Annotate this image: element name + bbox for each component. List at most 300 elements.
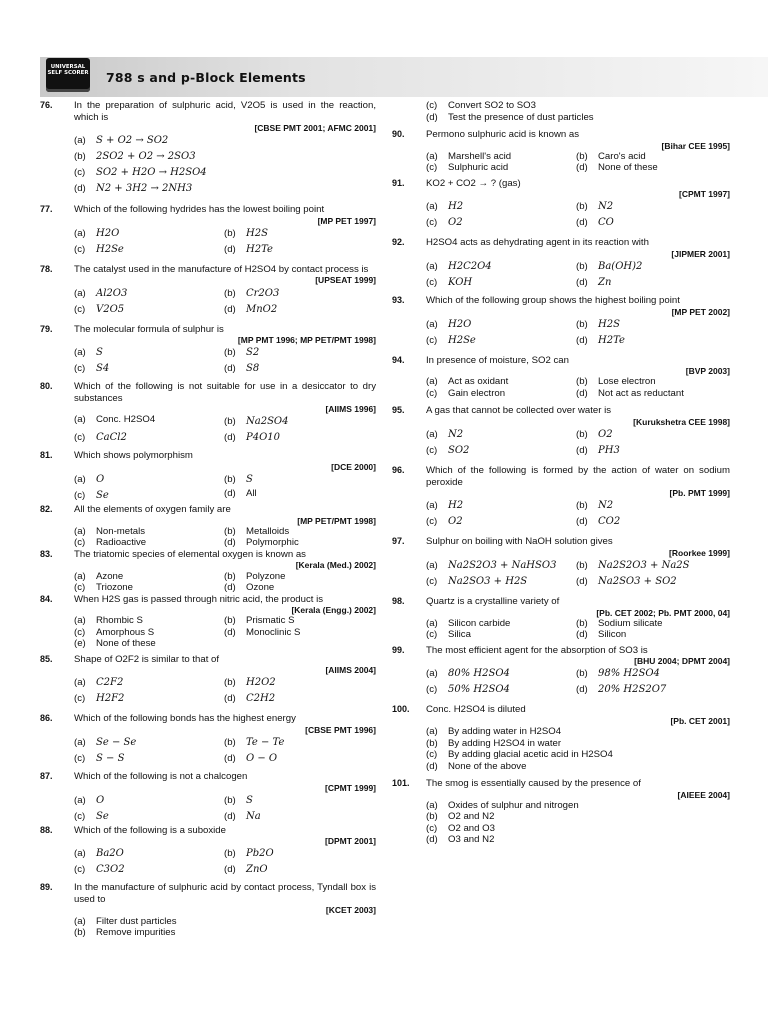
question-number: 85. [40, 653, 53, 664]
option-label: (d) [224, 864, 236, 876]
options-list [426, 199, 730, 231]
option [426, 100, 730, 112]
option-label: (a) [426, 376, 438, 388]
option [224, 361, 376, 377]
option [576, 427, 730, 443]
question-text: The catalyst used in the manufacture of H2SO4 by contact process is [74, 263, 369, 275]
exam-source: [Pb. CET 2002; Pb. PMT 2000, 04] [596, 607, 730, 618]
question-number: 99. [392, 644, 405, 655]
option-text: None of these [96, 638, 156, 650]
option [576, 498, 730, 514]
option-label: (b) [74, 151, 86, 163]
option [224, 302, 376, 318]
option-text: Filter dust particles [96, 915, 177, 927]
option-label: (c) [74, 432, 86, 444]
option [74, 846, 224, 862]
option-text: Sulphuric acid [448, 162, 509, 174]
option-label: (d) [224, 626, 236, 638]
option [74, 165, 376, 181]
option [224, 627, 376, 639]
options-list [74, 226, 376, 258]
option-text: V2O5 [96, 303, 125, 315]
option-text: P4O10 [246, 432, 281, 444]
question-block [392, 596, 730, 641]
question-number: 89. [40, 882, 53, 893]
option-text: C3O2 [96, 864, 125, 876]
question-text: Sulphur on boiling with NaOH solution gives [426, 536, 613, 548]
option [224, 414, 376, 430]
question-block [392, 645, 730, 699]
option [426, 112, 730, 124]
option [426, 215, 576, 231]
option-label: (d) [224, 537, 236, 549]
option [74, 226, 224, 242]
option-text: O2 [448, 516, 463, 528]
option [576, 333, 730, 349]
option [426, 443, 576, 459]
option-text: O − O [246, 753, 278, 765]
option [74, 916, 376, 928]
option [74, 638, 224, 650]
option-label: (b) [576, 318, 588, 330]
question-text: Permono sulphuric acid is known as [426, 129, 580, 140]
question-number: 86. [40, 713, 53, 724]
question-number: 83. [40, 548, 53, 559]
question-text: In presence of moisture, SO2 can [426, 354, 569, 366]
exam-source: [Pb. CET 2001] [670, 715, 730, 726]
options-list [74, 735, 376, 767]
question-number: 96. [392, 465, 405, 476]
option-label: (d) [576, 445, 588, 457]
option-text: Polyzone [246, 570, 286, 582]
question-block [392, 778, 730, 846]
option [426, 162, 576, 174]
option-label: (d) [576, 684, 588, 696]
option-text: 50% H2SO4 [448, 684, 510, 696]
option-label: (d) [576, 277, 588, 289]
option-text: C2F2 [96, 677, 124, 689]
option-text: Zn [598, 277, 612, 289]
option [74, 526, 224, 538]
option-text: C2H2 [246, 693, 276, 705]
question-text: All the elements of oxygen family are [74, 504, 231, 516]
option [426, 427, 576, 443]
option-label: (a) [74, 615, 86, 627]
option [74, 133, 376, 149]
option-text: Ba(OH)2 [598, 261, 643, 273]
question-block [392, 405, 730, 459]
option [576, 162, 730, 174]
option [74, 862, 224, 878]
option-text: H2Se [96, 243, 124, 255]
option-label: (c) [74, 537, 86, 549]
option-text: PH3 [598, 445, 620, 457]
option-label: (d) [576, 217, 588, 229]
page-header [40, 57, 768, 97]
question-block [392, 536, 730, 590]
option-text: By adding water in H2SO4 [448, 726, 562, 738]
question-text: Which of the following bonds has the highest energy [74, 713, 296, 725]
option-text: Na2S2O3 + NaHSO3 [448, 560, 557, 571]
option [74, 675, 224, 691]
exam-source: [AIIMS 2004] [325, 665, 376, 676]
option-label: (a) [426, 261, 438, 273]
option-text: H2 [448, 201, 464, 213]
option-text: Oxides of sulphur and nitrogen [448, 799, 579, 811]
option-text: 2SO2 + O2 → 2SO3 [96, 151, 196, 163]
option [224, 582, 376, 594]
exam-source: [CPMT 1999] [324, 782, 376, 793]
question-block [40, 381, 376, 446]
option-label: (a) [74, 794, 86, 806]
option-label: (a) [74, 135, 86, 147]
option-label: (a) [426, 500, 438, 512]
question-text: Which of the following is not suitable for use in a desiccator to dry substances [74, 381, 376, 404]
question-text: A gas that cannot be collected over water is [426, 405, 612, 417]
option-label: (d) [576, 334, 588, 346]
option [74, 582, 224, 594]
option [74, 181, 376, 197]
option [74, 488, 224, 504]
option [224, 472, 376, 488]
question-block [40, 713, 376, 767]
options-list [74, 916, 376, 939]
option [224, 286, 376, 302]
option-text: Na [246, 810, 261, 822]
option-label: (c) [74, 864, 86, 876]
question-number: 93. [392, 295, 405, 306]
question-number: 81. [40, 450, 53, 461]
exam-source: [Kurukshetra CEE 1998] [633, 416, 730, 427]
option-text: Conc. H2SO4 [96, 414, 156, 426]
option [224, 345, 376, 361]
option-label: (a) [74, 347, 86, 359]
option [74, 345, 224, 361]
option-text: Cr2O3 [246, 287, 280, 299]
option [426, 749, 730, 761]
option [224, 430, 376, 446]
question-number: 84. [40, 593, 53, 604]
option [224, 242, 376, 258]
option-text: O2 and O3 [448, 822, 495, 834]
option [74, 361, 224, 377]
option [576, 259, 730, 275]
question-text: When H2S gas is passed through nitric acid, the product is [74, 593, 324, 605]
option [426, 317, 576, 333]
option-text: MnO2 [246, 303, 278, 315]
option [224, 615, 376, 627]
option-text: N2 [448, 429, 464, 441]
option [74, 735, 224, 751]
option-label: (c) [74, 167, 86, 179]
question-number: 82. [40, 504, 53, 515]
question-number: 88. [40, 824, 53, 835]
question-block [392, 178, 730, 232]
option-label: (c) [74, 753, 86, 765]
option-text: Silicon carbide [448, 617, 511, 629]
option [224, 526, 376, 538]
option [576, 376, 730, 388]
option [426, 726, 730, 738]
exam-source: [KCET 2003] [325, 905, 376, 916]
question-block [392, 100, 730, 123]
option-label: (c) [74, 810, 86, 822]
option-text: None of the above [448, 760, 527, 772]
option-text: N2 [598, 500, 614, 512]
options-list [426, 618, 730, 641]
option-label: (b) [576, 150, 588, 162]
exam-source: [MP PET 1997] [317, 215, 376, 226]
question-number: 90. [392, 129, 405, 139]
option-label: (a) [426, 560, 438, 571]
option-text: H2 [448, 500, 464, 512]
question-text: Which of the following group shows the highest boiling point [426, 295, 680, 307]
option-label: (d) [74, 183, 86, 195]
option-label: (a) [426, 726, 438, 738]
option [74, 149, 376, 165]
option-text: S4 [96, 363, 110, 375]
question-block [40, 204, 376, 258]
option [224, 675, 376, 691]
question-number: 76. [40, 100, 53, 110]
option [224, 846, 376, 862]
option-label: (c) [426, 387, 438, 399]
option-label: (c) [74, 363, 86, 375]
option-label: (e) [74, 638, 86, 650]
option-label: (d) [224, 432, 236, 444]
option-text: Se [96, 810, 109, 822]
exam-source: [CBSE PMT 2001; AFMC 2001] [254, 123, 376, 133]
option-label: (d) [576, 387, 588, 399]
option-label: (a) [74, 227, 86, 239]
option [74, 286, 224, 302]
option-text: 20% H2S2O7 [598, 684, 667, 696]
option-text: S + O2 → SO2 [96, 135, 169, 147]
option [224, 751, 376, 767]
question-block [40, 324, 376, 378]
option-label: (c) [426, 217, 438, 229]
option-label: (c) [74, 303, 86, 315]
option-text: None of these [598, 162, 658, 174]
option [576, 574, 730, 590]
option-label: (d) [224, 693, 236, 705]
right-column [392, 100, 730, 846]
exam-source: [CBSE PMT 1996] [305, 724, 376, 735]
option-label: (b) [576, 500, 588, 512]
option-text: Polymorphic [246, 537, 299, 549]
question-block [40, 825, 376, 879]
option-text: All [246, 488, 257, 500]
option-label: (b) [74, 927, 86, 939]
options-list [426, 726, 730, 772]
option-text: Azone [96, 570, 124, 582]
option-text: 80% H2SO4 [448, 668, 510, 680]
question-block [392, 465, 730, 530]
question-block [40, 450, 376, 504]
option-text: O2 and N2 [448, 811, 495, 823]
option [426, 834, 730, 846]
option-text: Act as oxidant [448, 376, 509, 388]
option-text: Na2S2O3 + Na2S [598, 560, 690, 571]
option-text: Metalloids [246, 525, 290, 537]
option-label: (c) [426, 684, 438, 696]
option-text: Remove impurities [96, 927, 176, 939]
option [576, 558, 730, 574]
question-number: 80. [40, 381, 53, 392]
option [74, 615, 224, 627]
options-list [74, 286, 376, 318]
options-list [74, 345, 376, 377]
question-block [40, 882, 376, 938]
option [74, 430, 224, 446]
option-label: (d) [224, 363, 236, 375]
question-text: The most efficient agent for the absorption of SO3 is [426, 644, 648, 656]
option [426, 151, 576, 163]
option-label: (b) [224, 677, 236, 689]
option-text: H2O2 [246, 677, 276, 689]
option-text: S [246, 794, 253, 806]
option [576, 443, 730, 459]
option-text: Lose electron [598, 376, 656, 388]
option-label: (b) [224, 287, 236, 299]
exam-source: [Roorkee 1999] [669, 547, 730, 558]
question-text: Which shows polymorphism [74, 450, 193, 462]
option-label: (a) [426, 150, 438, 162]
option [576, 388, 730, 400]
question-block [40, 654, 376, 708]
option [576, 629, 730, 641]
option-text: CO [598, 217, 614, 229]
option [576, 514, 730, 530]
option-text: Silica [448, 629, 471, 641]
option-label: (b) [426, 737, 438, 749]
option-label: (b) [224, 570, 236, 582]
option-text: Ozone [246, 582, 275, 593]
option-text: Non-metals [96, 525, 146, 537]
question-text: Which of the following hydrides has the lowest boiling point [74, 204, 325, 216]
option-label: (d) [224, 303, 236, 315]
question-number: 98. [392, 596, 405, 606]
question-number: 87. [40, 771, 53, 782]
option-text: H2F2 [96, 693, 125, 705]
question-text: Conc. H2SO4 is diluted [426, 704, 526, 716]
option-label: (d) [576, 576, 588, 587]
option-label: (b) [576, 201, 588, 213]
option [224, 691, 376, 707]
option-label: (a) [74, 414, 86, 426]
option [426, 333, 576, 349]
exam-source: [DPMT 2001] [324, 836, 376, 847]
option-text: O [96, 474, 105, 486]
option [74, 751, 224, 767]
option [426, 558, 576, 574]
option-label: (c) [74, 490, 86, 502]
option-label: (a) [426, 799, 438, 811]
option-text: Rhombic S [96, 615, 143, 627]
option-label: (c) [426, 445, 438, 457]
option-text: H2O [96, 227, 120, 239]
exam-source: [BVP 2003] [685, 366, 730, 377]
option-label: (b) [576, 560, 588, 571]
option-label: (c) [74, 582, 86, 593]
logo-line-2: SELF SCORER [47, 70, 89, 77]
option-text: H2Se [448, 334, 476, 346]
option-label: (a) [426, 201, 438, 213]
option-label: (d) [426, 111, 438, 123]
options-list [426, 259, 730, 291]
question-text: KO2 + CO2 → ? (gas) [426, 177, 521, 189]
option [74, 809, 224, 825]
option-text: KOH [448, 277, 473, 289]
option-text: H2O [448, 318, 472, 330]
option-label: (a) [74, 848, 86, 860]
option-label: (d) [426, 760, 438, 772]
option-text: S [96, 347, 103, 359]
option-label: (a) [426, 429, 438, 441]
option-label: (b) [576, 668, 588, 680]
option [224, 488, 376, 504]
option-text: H2Te [246, 243, 273, 255]
option-text: N2 [598, 201, 614, 213]
option-text: S8 [246, 363, 260, 375]
option [576, 275, 730, 291]
question-number: 97. [392, 536, 405, 547]
option [426, 666, 576, 682]
option-text: O [96, 794, 105, 806]
option-text: Triozone [96, 582, 133, 593]
option [426, 199, 576, 215]
exam-source: [AIEEE 2004] [677, 789, 730, 800]
option [224, 735, 376, 751]
question-text: The triatomic species of elemental oxygen is known as [74, 548, 306, 560]
question-block [392, 237, 730, 291]
options-list [74, 793, 376, 825]
option-text: H2S [598, 318, 620, 330]
option-text: 98% H2SO4 [598, 668, 660, 680]
option [576, 618, 730, 630]
option-text: Ba2O [96, 848, 124, 860]
option [426, 629, 576, 641]
question-text: In the preparation of sulphuric acid, V2O5 is used in the reaction, which is [74, 100, 376, 123]
question-block [40, 771, 376, 825]
option-text: Sodium silicate [598, 617, 663, 629]
question-text: Which of the following is formed by the action of water on sodium peroxide [426, 465, 730, 488]
option-label: (d) [576, 162, 588, 174]
option-label: (d) [576, 516, 588, 528]
options-list [426, 427, 730, 459]
option-label: (b) [224, 737, 236, 749]
option-text: O2 [598, 429, 613, 441]
option [426, 618, 576, 630]
exam-source: [Pb. PMT 1999] [669, 488, 730, 499]
question-text: The smog is essentially caused by the presence of [426, 778, 641, 790]
option-label: (c) [74, 243, 86, 255]
option [224, 537, 376, 549]
option-text: Radioactive [96, 537, 147, 549]
question-number: 95. [392, 405, 405, 416]
option-text: CO2 [598, 516, 621, 528]
options-list [426, 666, 730, 698]
exam-source: [Kerala (Med.) 2002] [295, 560, 376, 571]
option-label: (b) [224, 615, 236, 627]
option-label: (c) [426, 576, 438, 587]
option [576, 682, 730, 698]
option [74, 927, 376, 939]
question-block [392, 129, 730, 174]
option [426, 275, 576, 291]
option-label: (a) [426, 318, 438, 330]
option-label: (a) [74, 474, 86, 486]
